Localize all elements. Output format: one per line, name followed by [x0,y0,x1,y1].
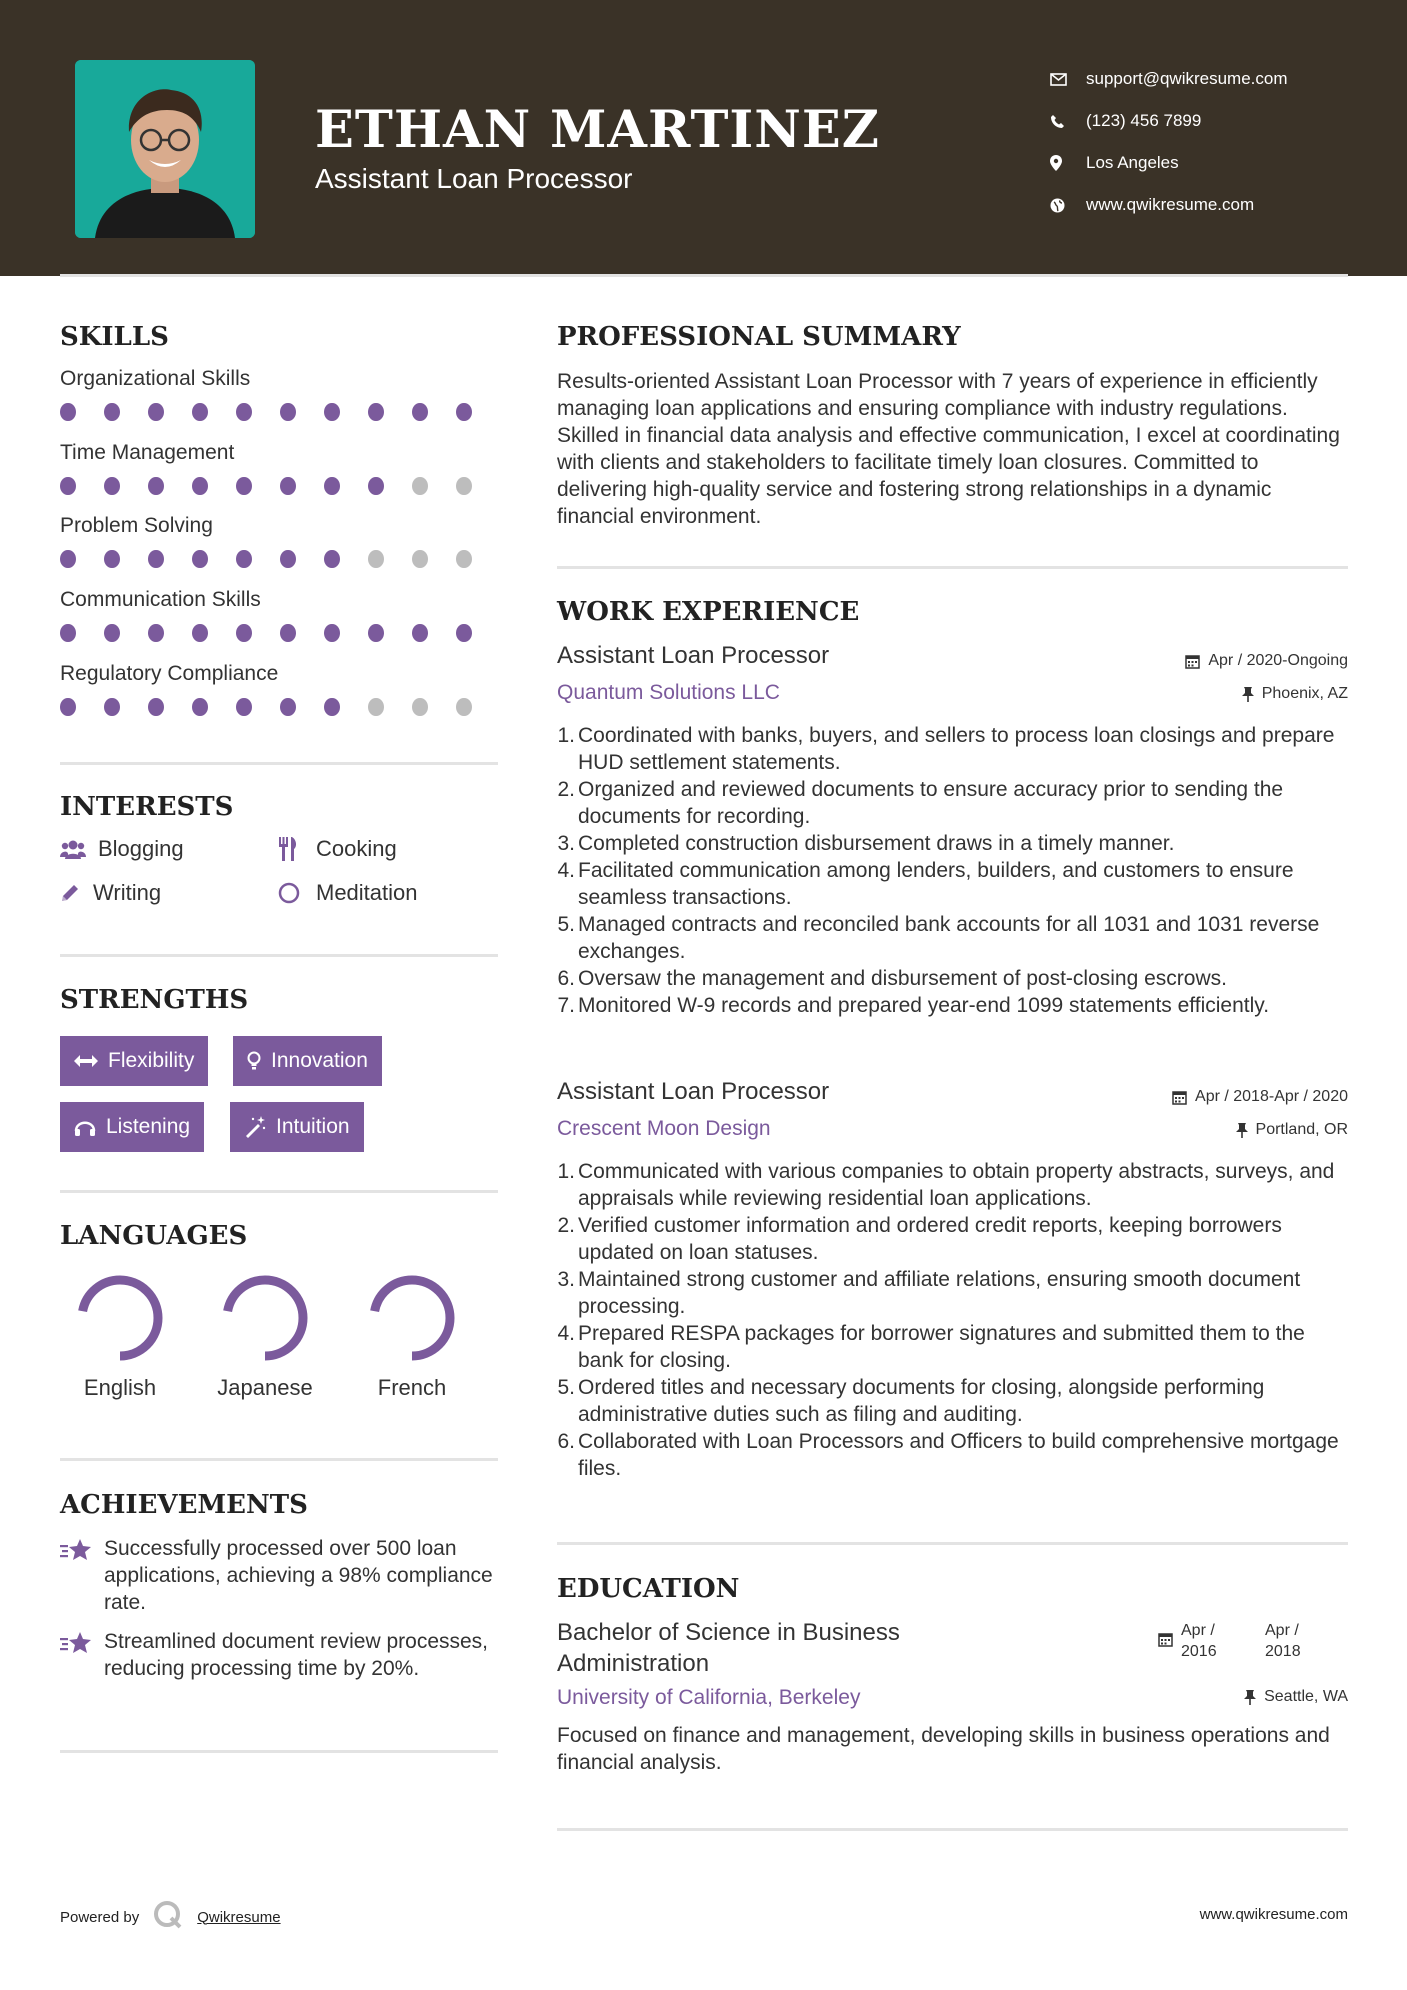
bullet-number: 3. [557,1268,575,1291]
language-item [50,1272,190,1401]
envelope-icon [1050,73,1086,86]
section-divider [60,762,498,765]
rating-dot-filled [280,477,296,495]
interest-label: Meditation [316,880,418,905]
bullet-number: 5. [557,1376,575,1399]
rating-dot-filled [60,698,76,716]
education-dates [1158,1620,1301,1662]
section-divider [60,1750,498,1753]
bullet-number: 4. [557,859,575,882]
company-name: Quantum Solutions LLC [557,681,780,704]
job-bullet [557,1158,1347,1212]
rating-dot-empty [368,698,384,716]
section-divider [60,1190,498,1193]
job-bullet [557,911,1347,965]
resume-header [0,0,1407,276]
languages-heading: LANGUAGES [60,1221,248,1251]
rating-dot-empty [456,550,472,568]
skill-row [60,441,500,495]
footer-powered-by [60,1900,281,1934]
contact-website-text: www.qwikresume.com [1086,195,1255,214]
rating-dot-empty [412,477,428,495]
rating-dot-filled [148,550,164,568]
job-bullets [557,1158,1347,1482]
rating-dot-filled [60,624,76,642]
bullet-number: 6. [557,1430,575,1453]
interest-item [60,836,184,862]
skill-row [60,588,500,642]
degree-title: Bachelor of Science in Business Administration [557,1619,900,1677]
bullet-number: 4. [557,1322,575,1345]
footer-website[interactable]: www.qwikresume.com [1199,1906,1348,1923]
rating-dot-empty [456,477,472,495]
bullet-number: 2. [557,778,575,801]
job-location [1242,685,1348,703]
skill-rating [60,698,500,716]
job-bullet [557,1212,1347,1266]
school-name: University of California, Berkeley [557,1686,861,1709]
rating-dot-filled [412,403,428,421]
language-label: English [83,1375,157,1400]
education-description: Focused on finance and management, developing skills in business operations and financial analysis. [557,1724,1330,1774]
interest-label: Blogging [98,836,184,861]
rating-dot-filled [280,403,296,421]
bullet-number: 6. [557,967,575,990]
section-divider [557,1542,1348,1545]
rating-dot-filled [236,403,252,421]
bullet-number: 7. [557,994,575,1017]
rating-dot-filled [368,477,384,495]
rating-dot-filled [324,624,340,642]
rating-dot-filled [104,550,120,568]
skill-row [60,514,500,568]
section-divider [557,566,1348,569]
map-pin-icon [1050,155,1086,171]
job-bullet [557,1428,1347,1482]
rating-dot-filled [192,624,208,642]
skill-name: Problem Solving [60,514,213,537]
strength-label: Intuition [276,1115,350,1138]
job-bullets [557,722,1347,1019]
job-location-text: Phoenix, AZ [1261,685,1348,702]
rating-dot-filled [324,698,340,716]
bullet-text: Oversaw the management and disbursement of post-closing escrows. [578,967,1227,990]
job-dates-text: Apr / 2020-Ongoing [1208,652,1348,669]
job-title: Assistant Loan Processor [557,642,830,669]
bullet-text: Prepared RESPA packages for borrower signatures and submitted them to the bank for closing. [578,1322,1305,1372]
language-item [195,1272,335,1401]
rating-dot-filled [148,477,164,495]
job-dates [1172,1088,1348,1106]
contact-phone-text: (123) 456 7899 [1086,111,1202,130]
job-title: Assistant Loan Processor [557,1078,830,1105]
job-location [1236,1121,1348,1139]
skill-row [60,662,500,716]
interests-heading: INTERESTS [60,792,234,822]
pencil-icon [60,883,93,903]
contact-email[interactable] [1050,58,1288,100]
rating-dot-filled [192,477,208,495]
interest-label: Writing [93,880,162,905]
strength-tag [233,1036,382,1086]
language-gauge [219,1272,311,1364]
skill-name: Organizational Skills [60,367,251,390]
rating-dot-filled [456,624,472,642]
rating-dot-filled [412,624,428,642]
summary-heading: PROFESSIONAL SUMMARY [557,322,961,352]
job-bullet [557,857,1347,911]
rating-dot-empty [368,550,384,568]
language-item [342,1272,482,1401]
education-start-year: 2016 [1181,1643,1217,1660]
rating-dot-filled [368,403,384,421]
bullet-text: Maintained strong customer and affiliate relations, ensuring smooth document processing. [578,1268,1301,1318]
job-bullet [557,830,1347,857]
education-end [1265,1620,1301,1662]
language-gauge [366,1272,458,1364]
profile-photo [75,60,255,238]
rating-dot-filled [280,698,296,716]
pushpin-icon [1244,1690,1256,1705]
bullet-text: Coordinated with banks, buyers, and sellers to process loan closings and prepare HUD settlement statements. [578,724,1335,774]
contact-list [1050,58,1288,226]
pushpin-icon [1236,1123,1248,1138]
bullet-text: Organized and reviewed documents to ensure accuracy prior to sending the documents for recording. [578,778,1284,828]
rating-dot-filled [192,403,208,421]
pushpin-icon [1242,687,1254,702]
job-bullet [557,722,1347,776]
bullet-number: 1. [557,1160,575,1183]
shooting-star-icon [60,1535,104,1616]
powered-by-label: Powered by [60,1908,140,1926]
contact-location-text: Los Angeles [1086,153,1179,172]
bullet-number: 2. [557,1214,575,1237]
contact-email-text: support@qwikresume.com [1086,69,1288,88]
contact-location [1050,142,1288,184]
rating-dot-filled [148,624,164,642]
strength-tag [60,1102,204,1152]
contact-website[interactable] [1050,184,1288,226]
job-bullet [557,1320,1347,1374]
rating-dot-filled [60,403,76,421]
education-start [1181,1620,1265,1662]
job-bullet [557,1374,1347,1428]
job-bullet [557,992,1347,1019]
skill-rating [60,403,500,421]
strength-label: Innovation [271,1049,368,1072]
calendar-icon [1172,1090,1187,1105]
bullet-text: Collaborated with Loan Processors and Officers to build comprehensive mortgage files. [578,1430,1339,1480]
rating-dot-filled [324,550,340,568]
arrows-horizontal-icon [74,1055,98,1067]
rating-dot-filled [104,698,120,716]
utensils-icon [278,837,316,861]
rating-dot-filled [280,624,296,642]
skill-rating [60,550,500,568]
interest-item [278,836,397,862]
education-end-month: Apr / [1265,1622,1299,1639]
magic-wand-icon [244,1116,266,1138]
circle-icon [278,882,316,904]
achievement-item [60,1535,500,1616]
company-name: Crescent Moon Design [557,1117,771,1140]
section-divider [60,1458,498,1461]
strength-label: Flexibility [108,1049,195,1072]
achievement-text: Streamlined document review processes, reducing processing time by 20%. [104,1630,489,1680]
experience-heading: WORK EXPERIENCE [557,597,860,627]
language-label: French [377,1375,447,1400]
lightbulb-icon [247,1051,261,1071]
skill-name: Time Management [60,441,235,464]
contact-phone[interactable] [1050,100,1288,142]
strengths-heading: STRENGTHS [60,985,249,1015]
bullet-text: Managed contracts and reconciled bank accounts for all 1031 and 1031 reverse exchanges. [578,913,1320,963]
header-divider [60,274,1348,277]
language-gauge [74,1272,166,1364]
section-divider [557,1828,1348,1831]
rating-dot-filled [104,403,120,421]
strength-label: Listening [106,1115,191,1138]
rating-dot-filled [148,403,164,421]
rating-dot-empty [456,698,472,716]
phone-icon [1050,114,1086,129]
education-start-month: Apr / [1181,1622,1215,1639]
interest-label: Cooking [316,836,397,861]
bullet-number: 5. [557,913,575,936]
job-dates [1185,652,1348,670]
rating-dot-empty [412,550,428,568]
skills-heading: SKILLS [60,322,169,352]
rating-dot-filled [236,624,252,642]
qwikresume-logo-icon [153,1900,183,1934]
job-bullet [557,776,1347,830]
rating-dot-filled [60,477,76,495]
rating-dot-filled [60,550,76,568]
achievements-heading: ACHIEVEMENTS [60,1490,308,1520]
rating-dot-empty [412,698,428,716]
calendar-icon [1158,1620,1173,1662]
rating-dot-filled [148,698,164,716]
rating-dot-filled [324,403,340,421]
bullet-number: 3. [557,832,575,855]
section-divider [60,954,498,957]
headphones-icon [74,1117,96,1137]
interest-item [60,880,161,906]
education-heading: EDUCATION [557,1574,740,1604]
bullet-text: Completed construction disbursement draws in a timely manner. [578,832,1175,855]
bullet-text: Ordered titles and necessary documents for closing, alongside performing administrative duties such as filing and auditing. [578,1376,1265,1426]
education-location-text: Seattle, WA [1264,1688,1348,1705]
bullet-text: Communicated with various companies to obtain property abstracts, surveys, and appraisals while reviewing residential loan applications. [578,1160,1335,1210]
strength-tag [60,1036,208,1086]
bullet-text: Monitored W-9 records and prepared year-end 1099 statements efficiently. [578,994,1270,1017]
rating-dot-filled [192,698,208,716]
rating-dot-filled [236,550,252,568]
rating-dot-filled [104,624,120,642]
rating-dot-filled [368,624,384,642]
interest-item [278,880,418,906]
job-bullet [557,1266,1347,1320]
rating-dot-filled [236,477,252,495]
shooting-star-icon [60,1628,104,1682]
rating-dot-filled [324,477,340,495]
skill-row [60,367,500,421]
education-location [1244,1688,1348,1706]
summary-text: Results-oriented Assistant Loan Processor with 7 years of experience in efficiently managing loan applications and ensuring compliance with industry regulations. Skilled in financial data analysis and effective communication, I excel at coordinating with clients and stakeholders to facilitate timely loan closures. Committed to delivering high-quality service and fostering strong relationships in a dynamic financial environment. [557,370,1340,528]
candidate-name: ETHAN MARTINEZ [315,100,880,160]
users-icon [60,839,98,859]
achievement-item [60,1628,500,1682]
qwikresume-link[interactable]: Qwikresume [197,1908,281,1926]
rating-dot-filled [236,698,252,716]
skill-rating [60,477,500,495]
job-location-text: Portland, OR [1255,1121,1348,1138]
language-label: Japanese [217,1375,313,1400]
skill-name: Regulatory Compliance [60,662,279,685]
candidate-title: Assistant Loan Processor [315,163,633,194]
education-end-year: 2018 [1265,1643,1301,1660]
bullet-text: Verified customer information and ordered credit reports, keeping borrowers updated on loan statuses. [578,1214,1282,1264]
bullet-number: 1. [557,724,575,747]
job-dates-text: Apr / 2018-Apr / 2020 [1195,1088,1348,1105]
skill-rating [60,624,500,642]
skill-name: Communication Skills [60,588,261,611]
calendar-icon [1185,654,1200,669]
rating-dot-filled [104,477,120,495]
strength-tag [230,1102,364,1152]
job-bullet [557,965,1347,992]
rating-dot-filled [456,403,472,421]
achievement-text: Successfully processed over 500 loan applications, achieving a 98% compliance rate. [104,1537,493,1614]
rating-dot-filled [280,550,296,568]
rating-dot-filled [192,550,208,568]
bullet-text: Facilitated communication among lenders, builders, and customers to ensure seamless transactions. [578,859,1294,909]
globe-icon [1050,198,1086,213]
